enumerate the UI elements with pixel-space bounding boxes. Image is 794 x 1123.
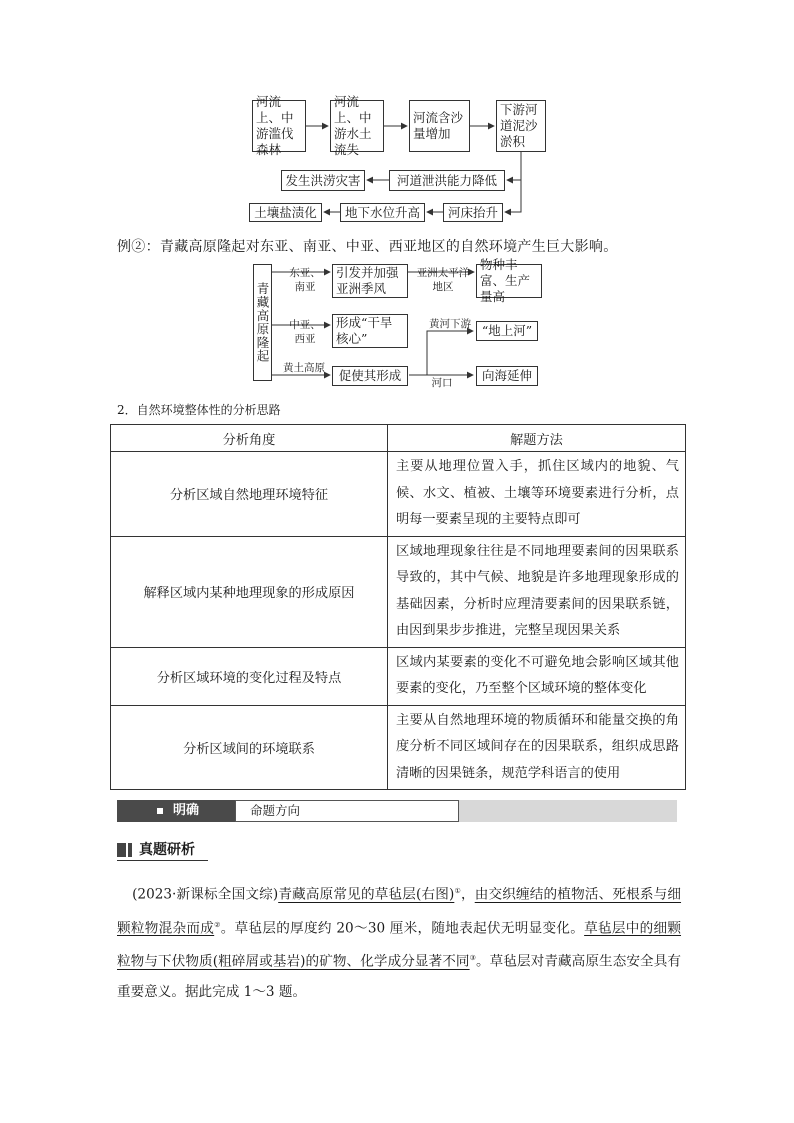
- heading-block-icon: [117, 843, 126, 857]
- example2-label-loess-plateau: 黄土高原: [283, 362, 325, 374]
- flow1-box-siltation: [496, 100, 546, 152]
- note-marker-2: ②: [214, 920, 221, 929]
- question-underlined-3: 草毡层中的细颗粒物与下伏物质(粗碎屑或基岩)的矿物、化学成分显著不同: [117, 920, 682, 970]
- topic-banner: [117, 800, 677, 822]
- question-underlined-1: 青藏高原常见的草毡层(右图): [278, 886, 455, 903]
- table-row: [111, 647, 686, 705]
- flow1-box-siltation-text: 下游河道泥沙淤积: [500, 102, 538, 149]
- question-underlined-2: 由交织缠结的植物活、死根系与细颗粒物混杂而成: [117, 886, 682, 937]
- banner-dark-label: 明确: [173, 803, 200, 818]
- table-header-angle: 分析角度: [111, 425, 388, 452]
- square-bullet-icon: [157, 808, 163, 814]
- section2-title: 2．自然环境整体性的分析思路: [117, 403, 281, 417]
- table-cell-angle: 解释区域内某种地理现象的形成原因: [111, 536, 388, 647]
- analysis-table: [110, 424, 686, 790]
- table-row: [111, 705, 686, 790]
- table-cell-method: 主要从自然地理环境的物质循环和能量交换的角度分析不同区域间存在的因果联系，组织成思路清晰的因果链条，规范学科语言的使用: [388, 705, 686, 790]
- example2-label-lower-yellow-river: 黄河下游: [429, 318, 471, 330]
- table-cell-angle: 分析区域间的环境联系: [111, 705, 388, 790]
- banner-tab: [235, 800, 459, 822]
- example2-box-species-rich: [476, 257, 542, 304]
- table-row: [111, 536, 686, 647]
- question-text-3: 。草毡层对青藏高原生态安全具有重要意义。据此完成 1～3 题。: [117, 953, 681, 1000]
- flow1-box-flood-text: 发生洪涝灾害: [285, 172, 361, 188]
- banner-dark-segment: [117, 800, 235, 822]
- flow1-box-discharge-capacity: [389, 170, 505, 191]
- flow1-box-groundwater-rise-text: 地下水位升高: [344, 204, 420, 220]
- question-source: (2023·新课标全国文综): [132, 886, 279, 903]
- flow1-box-soil-erosion-text: 河流上、中游水土流失: [334, 94, 372, 157]
- question-text-1: ，: [460, 886, 475, 903]
- table-cell-method: 主要从地理位置入手，抓住区域内的地貌、气候、水文、植被、土壤等环境要素进行分析，点明每一要素呈现的主要特点即可: [388, 452, 686, 537]
- example2-label-estuary: 河口: [431, 377, 453, 389]
- example2-label-central-west-asia: 中亚、西亚: [289, 319, 321, 345]
- example2-box-extend-to-sea: [476, 366, 538, 386]
- table-row: [111, 452, 686, 537]
- flow1-box-deforestation-text: 河流上、中游滥伐森林: [256, 94, 294, 157]
- heading-block-icon: [128, 843, 132, 857]
- banner-tab-label: 命题方向: [250, 803, 301, 818]
- note-marker-3: ③: [469, 954, 476, 963]
- heading-underline: [117, 860, 208, 861]
- table-header-row: [111, 425, 686, 452]
- flow1-box-riverbed-rise-text: 河床抬升: [447, 204, 498, 220]
- flow1-box-riverbed-rise: [443, 203, 503, 222]
- table-cell-angle: 分析区域环境的变化过程及特点: [111, 647, 388, 705]
- example2-box-monsoon: [332, 264, 408, 298]
- flow1-box-sediment-increase: [409, 100, 470, 152]
- table-cell-angle: 分析区域自然地理环境特征: [111, 452, 388, 537]
- example2-box-drought-core-text: 形成“干旱核心”: [336, 315, 393, 346]
- table-cell-method: 区域内某要素的变化不可避免地会影响区域其他要素的变化，乃至整个区域环境的整体变化: [388, 647, 686, 705]
- example2-title: 例②：青藏高原隆起对东亚、南亚、中亚、西亚地区的自然环境产生巨大影响。: [117, 239, 618, 255]
- example2-box-above-ground-river-text: “地上河”: [481, 323, 533, 338]
- question-paragraph: [117, 876, 681, 1007]
- flow1-box-deforestation: [252, 94, 306, 157]
- example2-box-above-ground-river: [476, 321, 538, 341]
- flow1-box-sediment-increase-text: 河流含沙量增加: [413, 110, 464, 141]
- example2-box-species-rich-text: 物种丰富、生产量高: [480, 257, 531, 304]
- example2-box-monsoon-text: 引发并加强亚洲季风: [336, 265, 399, 296]
- example2-box-extend-to-sea-text: 向海延伸: [481, 368, 532, 383]
- example2-box-promote-formation-text: 促使其形成: [338, 368, 402, 383]
- example2-box-promote-formation: [332, 366, 408, 386]
- flow1-box-salinization-text: 土壤盐渍化: [254, 204, 317, 220]
- section-heading-text: 真题研析: [139, 842, 195, 858]
- table-header-method: 解题方法: [388, 425, 686, 452]
- example2-label-asia-pacific: 亚洲太平洋地区: [416, 267, 470, 293]
- flow1-box-groundwater-rise: [340, 203, 425, 222]
- flow1-box-discharge-capacity-text: 河道泄洪能力降低: [396, 172, 497, 188]
- example2-box-drought-core: [332, 314, 408, 348]
- table-cell-method: 区域地理现象往往是不同地理要素间的因果联系导致的，其中气候、地貌是许多地理现象形成的基础因素，分析时应理清要素间的因果联系链，由因到果步步推进，完整呈现因果关系: [388, 536, 686, 647]
- example2-root-text: 青藏高原隆起: [255, 282, 270, 363]
- question-text-2: 。草毡层的厚度约 20～30 厘米，随地表起伏无明显变化。: [220, 920, 585, 937]
- example2-label-east-south-asia: 东亚、南亚: [289, 267, 321, 293]
- example2-root-box: [253, 264, 272, 381]
- flow1-box-flood: [281, 170, 365, 191]
- note-marker-1: ①: [454, 887, 461, 895]
- flow1-box-salinization: [249, 203, 322, 222]
- flow1-box-soil-erosion: [330, 94, 384, 157]
